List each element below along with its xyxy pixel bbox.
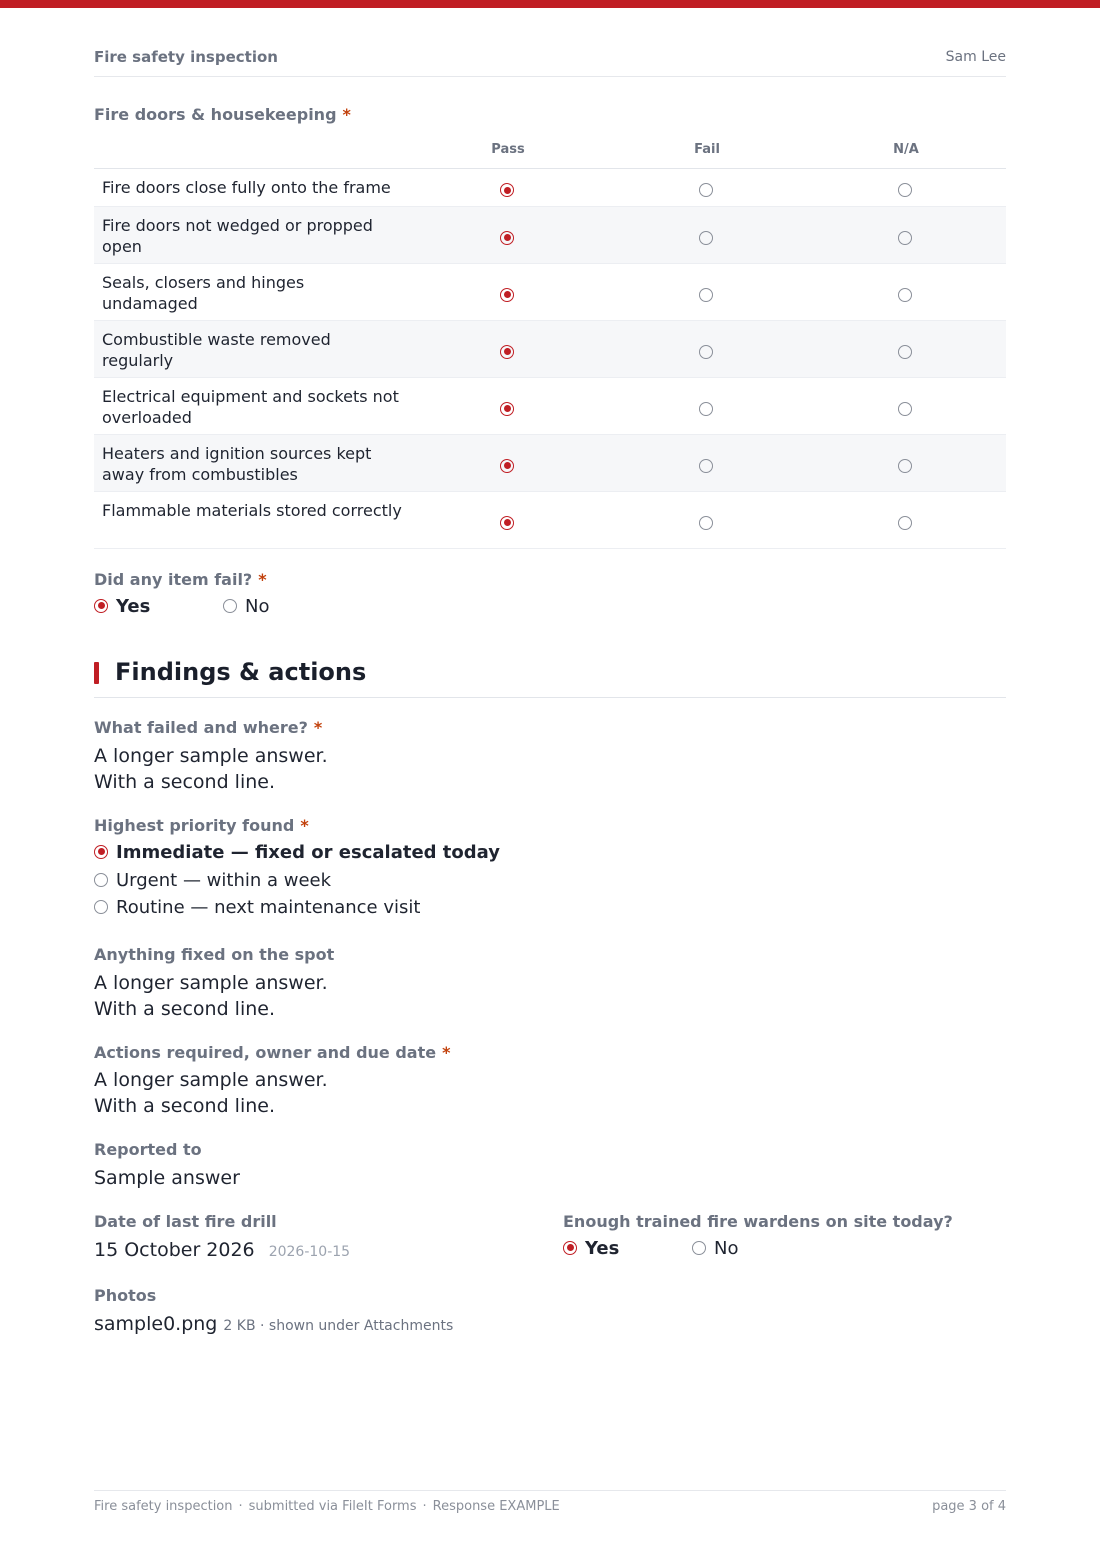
- section-accent-bar: [94, 662, 99, 684]
- top-accent-bar: [0, 0, 1100, 8]
- grid-radio-na[interactable]: [898, 398, 914, 414]
- grid-row-label: Flammable materials stored correctly: [102, 501, 402, 520]
- required-marker: *: [313, 718, 323, 737]
- date-iso: 2026-10-15: [268, 1244, 351, 1260]
- respondent-name: Sam Lee: [945, 49, 1006, 65]
- grid-radio-pass[interactable]: [500, 398, 516, 414]
- radio-selected-icon: [500, 183, 514, 197]
- page-number: page 3 of 4: [932, 1499, 1006, 1514]
- footer-form-name: Fire safety inspection: [94, 1499, 233, 1514]
- section-title: Findings & actions: [115, 658, 367, 686]
- grid-radio-pass[interactable]: [500, 227, 516, 243]
- answer-line: With a second line.: [94, 998, 275, 1020]
- option-label: Routine — next maintenance visit: [116, 897, 421, 918]
- grid-rows: [94, 169, 1006, 549]
- grid-radio-pass[interactable]: [500, 180, 516, 196]
- required-marker: *: [300, 816, 309, 835]
- priority-option-immediate[interactable]: [94, 842, 500, 863]
- grid-radio-fail[interactable]: [699, 455, 715, 471]
- grid-question-label: [94, 105, 351, 124]
- section-findings: [94, 656, 1006, 698]
- column-header-pass: Pass: [491, 142, 525, 157]
- grid-row-label: Seals, closers and hinges undamaged: [102, 273, 305, 313]
- grid-radio-fail[interactable]: [699, 227, 715, 243]
- actions-text: Actions required, owner and due date: [94, 1043, 437, 1062]
- radio-empty-icon: [898, 345, 912, 359]
- required-marker: *: [442, 1043, 451, 1062]
- grid-row: [94, 492, 1006, 549]
- radio-selected-icon: [94, 845, 108, 859]
- option-label: No: [714, 1238, 739, 1259]
- grid-radio-na[interactable]: [898, 455, 914, 471]
- answer-line: A longer sample answer.: [94, 745, 328, 767]
- last-drill-answer: [94, 1237, 350, 1265]
- wardens-option-no[interactable]: [692, 1238, 738, 1259]
- footer-via: submitted via FileIt Forms: [248, 1499, 417, 1514]
- option-label: Yes: [116, 596, 151, 617]
- grid-radio-pass[interactable]: [500, 512, 516, 528]
- column-header-fail: Fail: [694, 142, 720, 157]
- footer-response: Response EXAMPLE: [432, 1499, 560, 1514]
- wardens-label: Enough trained fire wardens on site today?: [563, 1212, 953, 1231]
- required-marker: *: [342, 105, 351, 124]
- radio-empty-icon: [898, 288, 912, 302]
- radio-empty-icon: [699, 231, 713, 245]
- radio-empty-icon: [94, 873, 108, 887]
- grid-row: [94, 264, 1006, 321]
- radio-selected-icon: [563, 1241, 577, 1255]
- radio-empty-icon: [699, 402, 713, 416]
- option-label: Urgent — within a week: [116, 870, 332, 891]
- page-header: [94, 48, 1006, 77]
- grid-radio-na[interactable]: [898, 227, 914, 243]
- last-drill-label: Date of last fire drill: [94, 1212, 277, 1231]
- checklist-grid: [94, 140, 1006, 549]
- radio-selected-icon: [500, 516, 514, 530]
- grid-question-text: Fire doors & housekeeping: [94, 105, 337, 124]
- option-label: Immediate — fixed or escalated today: [116, 842, 500, 863]
- radio-empty-icon: [699, 288, 713, 302]
- priority-label: [94, 816, 309, 835]
- answer-line: A longer sample answer.: [94, 972, 328, 994]
- page-footer: [94, 1490, 1006, 1514]
- answer-line: With a second line.: [94, 1095, 275, 1117]
- photos-label: Photos: [94, 1286, 157, 1305]
- attachment-filename[interactable]: sample0.png: [94, 1313, 218, 1335]
- grid-row: [94, 169, 1006, 207]
- radio-selected-icon: [500, 231, 514, 245]
- wardens-option-yes[interactable]: [563, 1238, 619, 1259]
- what-failed-answer: [94, 743, 328, 795]
- answer-line: With a second line.: [94, 771, 275, 793]
- column-header-na: N/A: [893, 142, 919, 157]
- radio-selected-icon: [500, 459, 514, 473]
- grid-radio-na[interactable]: [898, 512, 914, 528]
- grid-row-label: Heaters and ignition sources kept away from combustibles: [102, 444, 372, 484]
- grid-radio-pass[interactable]: [500, 284, 516, 300]
- actions-answer: [94, 1067, 328, 1119]
- radio-empty-icon: [898, 231, 912, 245]
- grid-row-label: Fire doors not wedged or propped open: [102, 216, 373, 256]
- grid-radio-fail[interactable]: [699, 398, 715, 414]
- option-label: Yes: [585, 1238, 620, 1259]
- grid-radio-na[interactable]: [898, 180, 914, 196]
- grid-header: [94, 140, 1006, 169]
- answer-line: A longer sample answer.: [94, 1069, 328, 1091]
- grid-radio-fail[interactable]: [699, 284, 715, 300]
- what-failed-text: What failed and where?: [94, 718, 308, 737]
- photos-answer: [94, 1311, 453, 1339]
- fixed-spot-label: Anything fixed on the spot: [94, 945, 335, 964]
- radio-selected-icon: [500, 345, 514, 359]
- grid-radio-fail[interactable]: [699, 180, 715, 196]
- grid-row: [94, 321, 1006, 378]
- radio-selected-icon: [94, 599, 108, 613]
- radio-empty-icon: [692, 1241, 706, 1255]
- radio-empty-icon: [898, 183, 912, 197]
- date-value: 15 October 2026: [94, 1239, 255, 1261]
- footer-info: [94, 1499, 560, 1514]
- priority-text: Highest priority found: [94, 816, 295, 835]
- fixed-spot-answer: [94, 970, 328, 1022]
- what-failed-label: [94, 718, 322, 737]
- grid-radio-pass[interactable]: [500, 455, 516, 471]
- actions-label: [94, 1043, 450, 1062]
- grid-radio-pass[interactable]: [500, 341, 516, 357]
- any-fail-text: Did any item fail?: [94, 570, 253, 589]
- radio-selected-icon: [500, 288, 514, 302]
- any-fail-option-no[interactable]: [223, 596, 269, 617]
- form-title: Fire safety inspection: [94, 48, 278, 66]
- separator: ·: [238, 1499, 243, 1514]
- any-fail-option-yes[interactable]: [94, 596, 150, 617]
- any-fail-label: [94, 570, 267, 589]
- grid-row-label: Fire doors close fully onto the frame: [102, 178, 391, 197]
- radio-empty-icon: [898, 402, 912, 416]
- radio-empty-icon: [699, 345, 713, 359]
- grid-radio-fail[interactable]: [699, 512, 715, 528]
- radio-empty-icon: [699, 459, 713, 473]
- priority-option-routine[interactable]: [94, 897, 420, 918]
- reported-to-label: Reported to: [94, 1140, 202, 1159]
- radio-empty-icon: [898, 516, 912, 530]
- radio-selected-icon: [500, 402, 514, 416]
- radio-empty-icon: [94, 900, 108, 914]
- reported-to-answer: Sample answer: [94, 1167, 240, 1189]
- grid-row: [94, 435, 1006, 492]
- grid-row-label: Electrical equipment and sockets not overloaded: [102, 387, 399, 427]
- radio-empty-icon: [223, 599, 237, 613]
- grid-row: [94, 207, 1006, 264]
- required-marker: *: [258, 570, 267, 589]
- grid-radio-na[interactable]: [898, 284, 914, 300]
- attachment-meta: 2 KB · shown under Attachments: [223, 1318, 454, 1334]
- radio-empty-icon: [699, 516, 713, 530]
- radio-empty-icon: [898, 459, 912, 473]
- radio-empty-icon: [699, 183, 713, 197]
- grid-radio-fail[interactable]: [699, 341, 715, 357]
- grid-row-label: Combustible waste removed regularly: [102, 330, 331, 370]
- option-label: No: [245, 596, 270, 617]
- priority-option-urgent[interactable]: [94, 870, 331, 891]
- grid-radio-na[interactable]: [898, 341, 914, 357]
- grid-row: [94, 378, 1006, 435]
- separator: ·: [422, 1499, 427, 1514]
